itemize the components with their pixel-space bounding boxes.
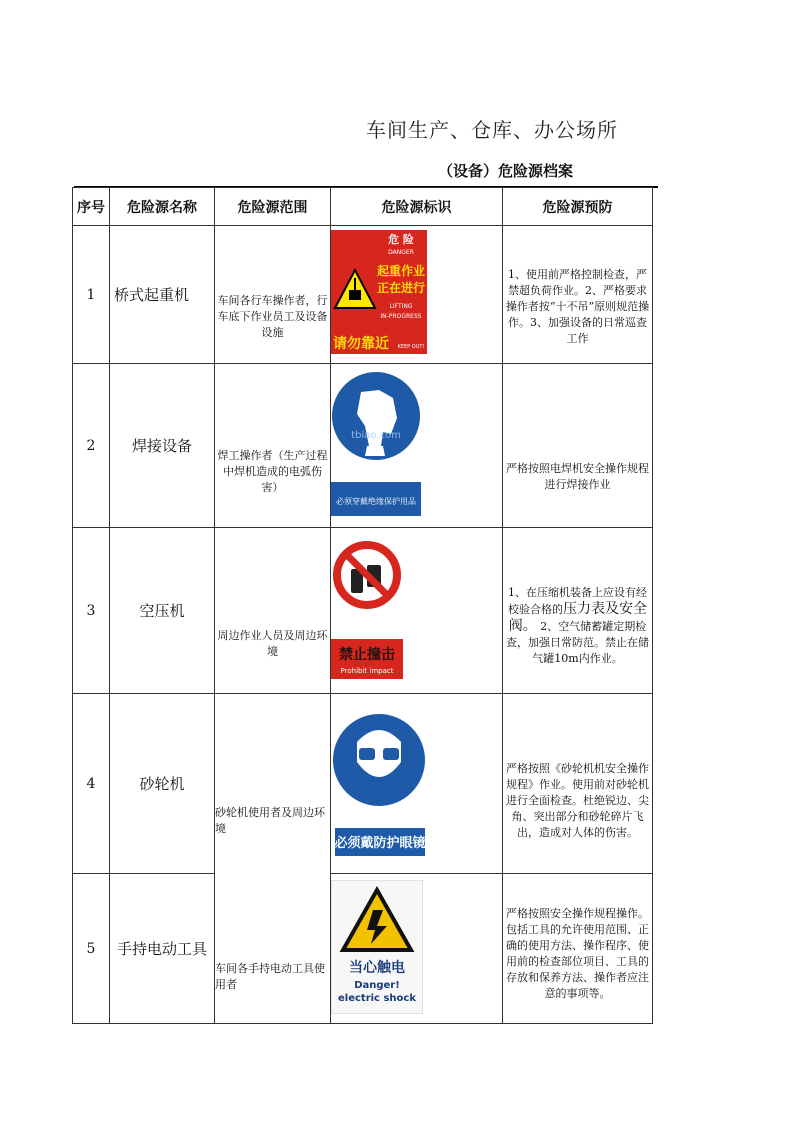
sign-caption: 禁止撞击 (339, 646, 395, 663)
sign-caption: 必须穿戴绝缘保护用品 (336, 496, 416, 506)
hazard-sign-cell (331, 528, 503, 694)
no-impact-icon (331, 535, 403, 683)
row-index: 5 (73, 874, 110, 1024)
sign-text-danger-cn: 危 险 (388, 232, 414, 246)
prevention-part: 1、在压缩机装备上应设有经校验合格的 (508, 585, 647, 616)
row-index: 2 (73, 364, 110, 528)
header-name: 危险源名称 (110, 188, 215, 226)
hazard-scope: 周边作业人员及周边环境 (215, 528, 331, 694)
header-prevention: 危险源预防 (503, 188, 653, 226)
hazard-name: 焊接设备 (110, 364, 215, 528)
hazard-scope: 车间各行车操作者，行车底下作业员工及设备设施 (215, 226, 331, 364)
sign-text-keepout-cn: 请勿靠近 (333, 335, 389, 352)
hazard-sign-cell (331, 364, 503, 528)
row-index: 1 (73, 226, 110, 364)
sign-caption: 必须戴防护眼镜 (334, 835, 426, 851)
sign-caption: 当心触电 (349, 959, 405, 976)
sign-text-lifting-cn1: 起重作业 (376, 263, 426, 278)
prevention-part: 2、空气储蓄罐定期检查，加强日常防范。禁止在储气罐10m内作业。 (506, 619, 649, 665)
hazard-scope: 砂轮机使用者及周边环境 (215, 694, 331, 874)
hazard-name: 砂轮机 (110, 694, 215, 874)
sign-text-lifting-en1: LIFTING (389, 302, 413, 310)
row-index: 3 (73, 528, 110, 694)
sign-watermark: tbiao.com (351, 429, 401, 441)
table-header-row (73, 188, 653, 226)
sign-caption-en: Prohibit impact (340, 666, 394, 675)
insulated-gloves-icon (331, 370, 421, 518)
hazard-table (72, 187, 653, 1024)
hazard-name: 空压机 (110, 528, 215, 694)
hazard-name: 桥式起重机 (110, 226, 215, 364)
sign-caption-en1: Danger! (354, 979, 400, 991)
hazard-sign-cell (331, 694, 503, 874)
table-row (73, 364, 653, 528)
hazard-prevention (503, 528, 653, 694)
header-index: 序号 (73, 188, 110, 226)
crane-danger-icon (331, 230, 431, 356)
hazard-prevention: 严格按照安全操作规程操作。包括工具的允许使用范围、正确的使用方法、操作程序、使用前的检查部位项目、工具的存放和保养方法、操作者应注意的事项等。 (503, 874, 653, 1024)
document-subtitle: （设备）危险源档案 (438, 162, 574, 180)
row-index: 4 (73, 694, 110, 874)
header-sign: 危险源标识 (331, 188, 503, 226)
hazard-sign-cell (331, 226, 503, 364)
sign-text-keepout-en: KEEP OUT! (397, 343, 425, 350)
hazard-prevention: 严格按照《砂轮机机安全操作规程》作业。使用前对砂轮机进行全面检查。杜绝锐边、尖角、突出部分和砂轮碎片飞出，造成对人体的伤害。 (503, 694, 653, 874)
hazard-scope: 焊工操作者（生产过程中焊机造成的电弧伤害） (215, 364, 331, 528)
hazard-name: 手持电动工具 (110, 874, 215, 1024)
sign-text-lifting-en2: IN-PROGRESS (380, 312, 422, 320)
table-row (73, 226, 653, 364)
table-row (73, 528, 653, 694)
sign-caption-en2: electric shock (338, 992, 416, 1004)
hazard-sign-cell (331, 874, 503, 1024)
sign-text-lifting-cn2: 正在进行 (376, 280, 426, 295)
hazard-prevention: 严格按照电焊机安全操作规程进行焊接作业 (503, 364, 653, 528)
hazard-scope: 车间各手持电动工具使用者 (215, 874, 331, 1024)
table-row (73, 694, 653, 874)
prevention-part-emphasis: 压力表及安全阀。 (508, 600, 647, 634)
table-row (73, 874, 653, 1024)
sign-text-danger-en: DANGER (388, 248, 414, 256)
electric-shock-icon (331, 880, 423, 1014)
header-scope: 危险源范围 (215, 188, 331, 226)
document-title: 车间生产、仓库、办公场所 (366, 118, 618, 142)
eye-protection-icon (331, 702, 427, 862)
hazard-prevention: 1、使用前严格控制检查，严禁超负荷作业。2、严格要求操作者按“十不吊”原则规范操作。3、加强设备的日常巡查工作 (503, 226, 653, 364)
